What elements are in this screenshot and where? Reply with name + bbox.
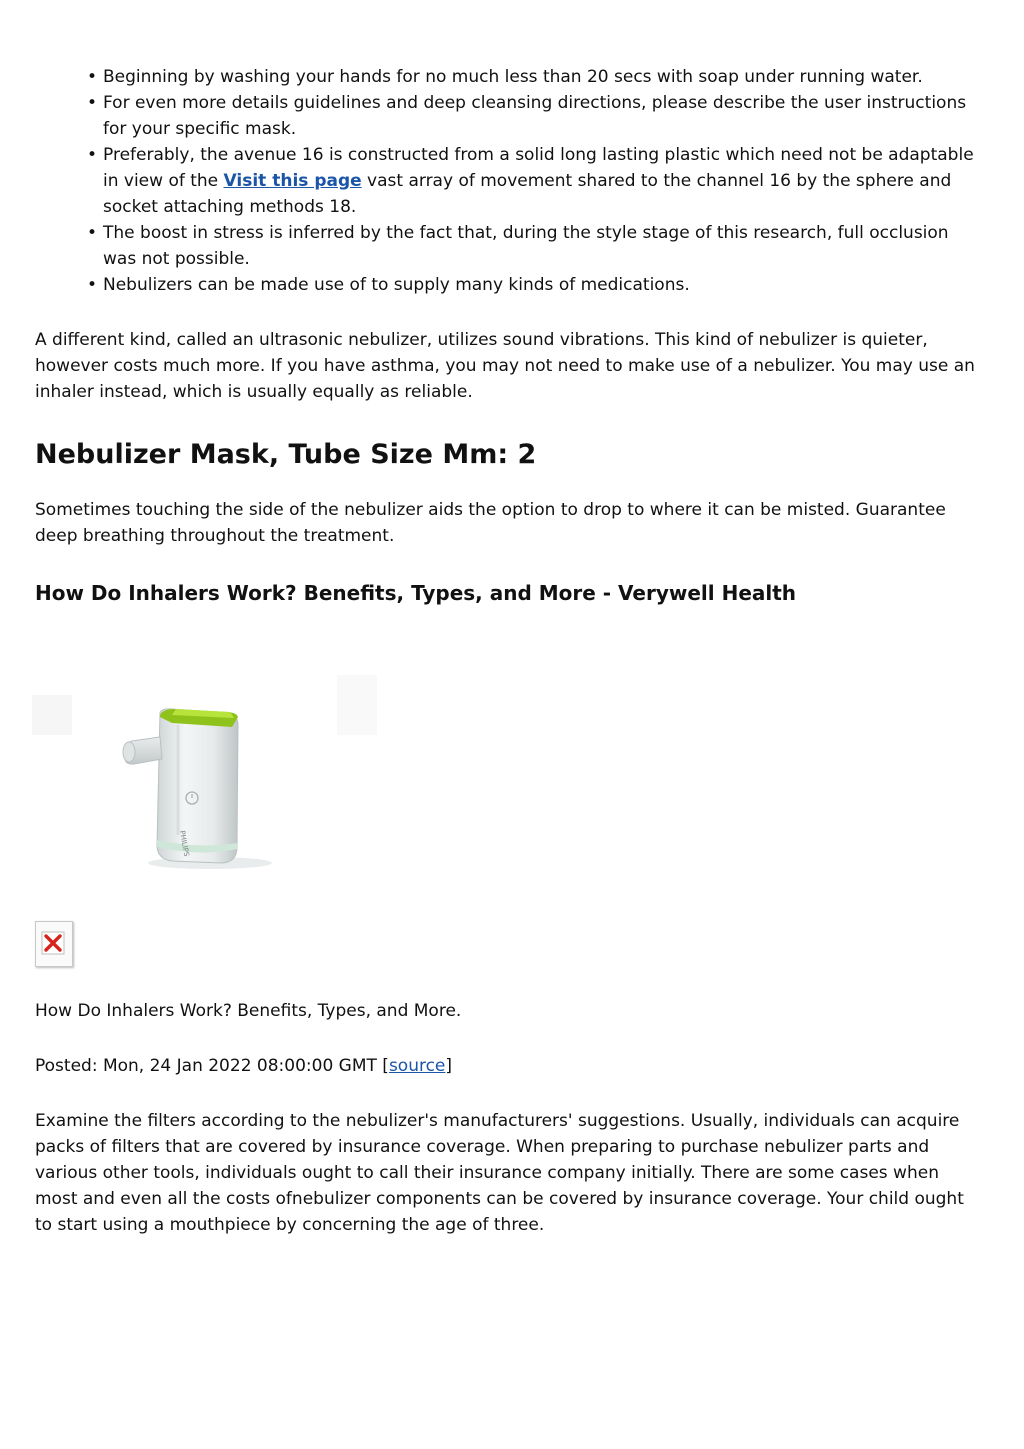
- list-item: • Beginning by washing your hands for no much less than 20 secs with soap under running water.: [103, 64, 985, 90]
- paragraph-ultrasonic: A different kind, called an ultrasonic nebulizer, utilizes sound vibrations. This kind of nebulizer is quieter, however costs much more. If you have asthma, you may not need to make use of a nebulizer. You may use an inhaler instead, which is usually equally as reliable.: [35, 330, 975, 402]
- list-item: • For even more details guidelines and deep cleansing directions, please describe the user instructions for your specific mask.: [103, 90, 985, 142]
- nebulizer-product-image: [32, 635, 377, 885]
- list-item: • The boost in stress is inferred by the fact that, during the style stage of this research, full occlusion was not possible.: [103, 220, 985, 272]
- article-body: [35, 64, 985, 1238]
- section-heading: Nebulizer Mask, Tube Size Mm: 2: [35, 439, 537, 470]
- device-brand-text: PHILIPS: [178, 829, 191, 858]
- paragraph-tapping: Sometimes touching the side of the nebulizer aids the option to drop to where it can be misted. Guarantee deep breathing throughout the treatment.: [35, 500, 946, 546]
- list-item: • Preferably, the avenue 16 is constructed from a solid long lasting plastic which need not be adaptable in view of the Visit this page vast array of movement shared to the channel 16 by the sphere and socket attaching methods 18.: [103, 142, 985, 220]
- nebulizer-device-illustration: [32, 635, 377, 885]
- source-link[interactable]: source: [388, 1056, 446, 1076]
- subsection-heading: How Do Inhalers Work? Benefits, Types, and More - Verywell Health: [35, 581, 797, 605]
- paragraph-filters: Examine the filters according to the nebulizer's manufacturers' suggestions. Usually, individuals can acquire packs of filters that are covered by insurance coverage. When preparing to purchase nebulizer parts and various other tools, individuals ought to call their insurance company initially. There are some cases when most and even all the costs ofnebulizer components can be covered by insurance coverage. Your child ought to start using a mouthpiece by concerning the age of three.: [35, 1111, 964, 1235]
- image-caption: How Do Inhalers Work? Benefits, Types, and More.: [35, 1001, 462, 1021]
- bullet-list: [35, 64, 985, 298]
- visit-this-page-link[interactable]: Visit this page: [223, 171, 362, 191]
- list-item: • Nebulizers can be made use of to supply many kinds of medications.: [103, 272, 985, 298]
- broken-image-placeholder: [35, 921, 73, 967]
- broken-image-icon: [36, 922, 72, 966]
- posted-line: Posted: Mon, 24 Jan 2022 08:00:00 GMT [source]: [35, 1056, 453, 1076]
